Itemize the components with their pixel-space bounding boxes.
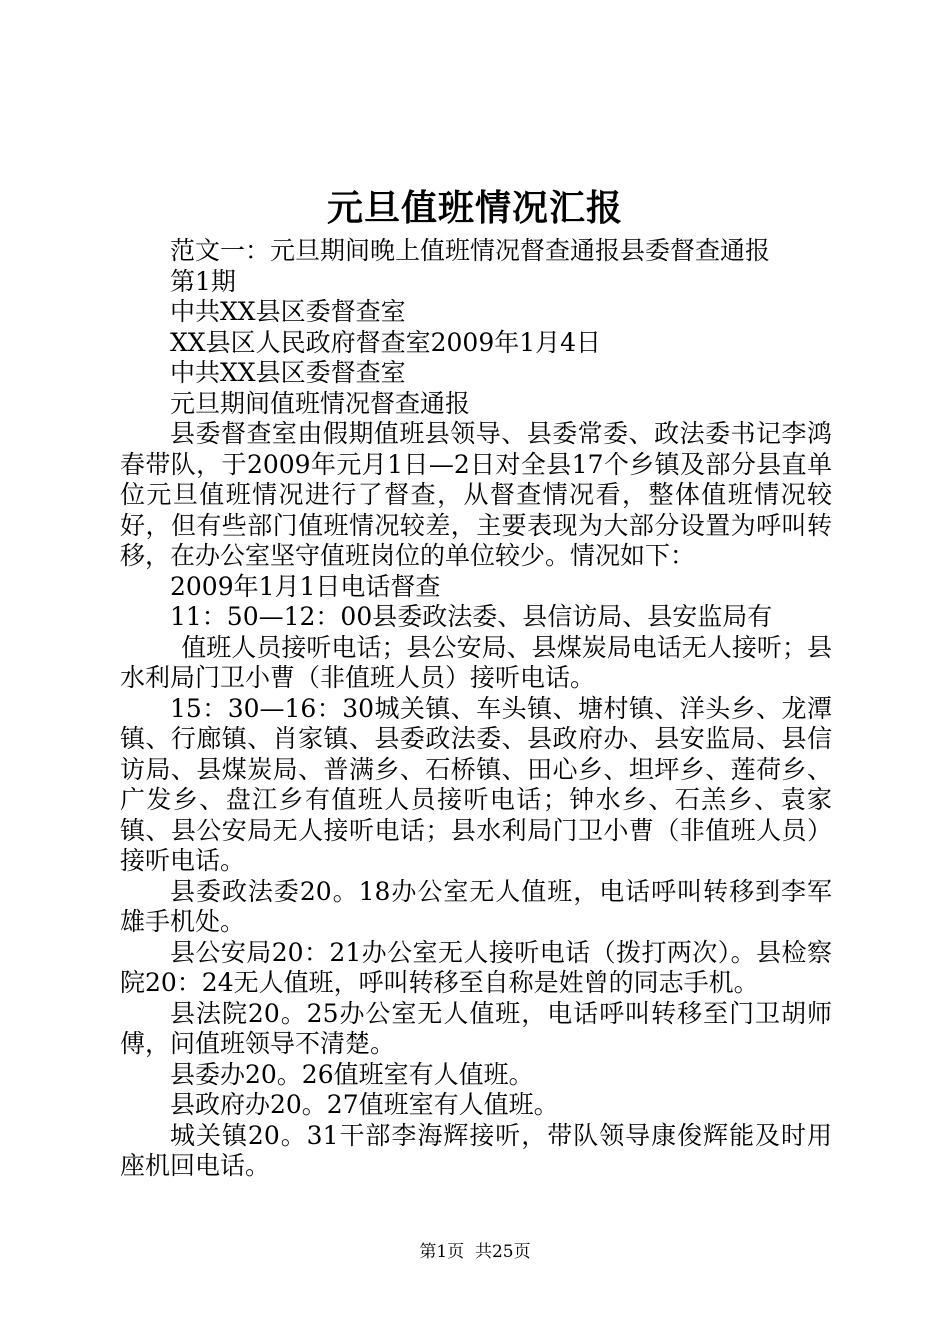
paragraph-phone-check-date: 2009年1月1日电话督查 (170, 571, 441, 601)
paragraph-chengguan-town: 城关镇20。31干部李海辉接听，带队领导康俊辉能及时用座机回电话。 (120, 1120, 832, 1180)
document-body (120, 236, 832, 1182)
paragraph-check-1150-cont: 值班人员接听电话；县公安局、县煤炭局电话无人接听；县水利局门卫小曹（非值班人员）接听电话。 (120, 632, 832, 692)
document-title: 元旦值班情况汇报 (326, 187, 623, 229)
page-footer (0, 1240, 950, 1264)
paragraph-report-title: 元旦期间值班情况督查通报 (170, 388, 471, 418)
paragraph-issuer-1: 中共XX县区委督查室 (170, 297, 406, 326)
paragraph-summary: 县委督查室由假期值班县领导、县委常委、政法委书记李鸿春带队，于2009年元月1日—2日对全县17个乡镇及部分县直单位元旦值班情况进行了督查，从督查情况看，整体值班情况较好，但有些部门值班情况较差，主要表现为大部分设置为呼叫转移，在办公室坚守值班岗位的单位较少。情况如下： (120, 419, 832, 570)
paragraph-issuer-date: XX县区人民政府督查室2009年1月4日 (170, 327, 602, 357)
page-number-label: 第1页 共25页 (419, 1242, 531, 1262)
paragraph-intro-heading: 范文一：元旦期间晚上值班情况督查通报县委督查通报 (170, 236, 771, 265)
paragraph-public-security: 县公安局20：21办公室无人接听电话（拨打两次）。县检察院20：24无人值班，呼叫转移至自称是姓曾的同志手机。 (120, 937, 832, 997)
paragraph-politics-law: 县委政法委20。18办公室无人值班，电话呼叫转移到李军雄手机处。 (120, 876, 832, 936)
paragraph-county-government-office: 县政府办20。27值班室有人值班。 (170, 1090, 559, 1119)
paragraph-county-committee-office: 县委办20。26值班室有人值班。 (170, 1059, 534, 1089)
paragraph-check-1530: 15：30—16：30城关镇、车头镇、塘村镇、洋头乡、龙潭镇、行廊镇、肖家镇、县委政法委、县政府办、县安监局、县信访局、县煤炭局、普满乡、石桥镇、田心乡、坦坪乡、莲荷乡、广发乡、盘江乡有值班人员接听电话；钟水乡、石羔乡、袁家镇、县公安局无人接听电话；县水利局门卫小曹（非值班人员）接听电话。 (120, 693, 832, 875)
paragraph-issuer-2: 中共XX县区委督查室 (170, 358, 406, 387)
paragraph-check-1150: 11：50—12：00县委政法委、县信访局、县安监局有 (170, 602, 773, 631)
paragraph-court: 县法院20。25办公室无人值班，电话呼叫转移至门卫胡师傅，问值班领导不清楚。 (120, 998, 832, 1058)
paragraph-issue-number: 第1期 (170, 266, 236, 296)
